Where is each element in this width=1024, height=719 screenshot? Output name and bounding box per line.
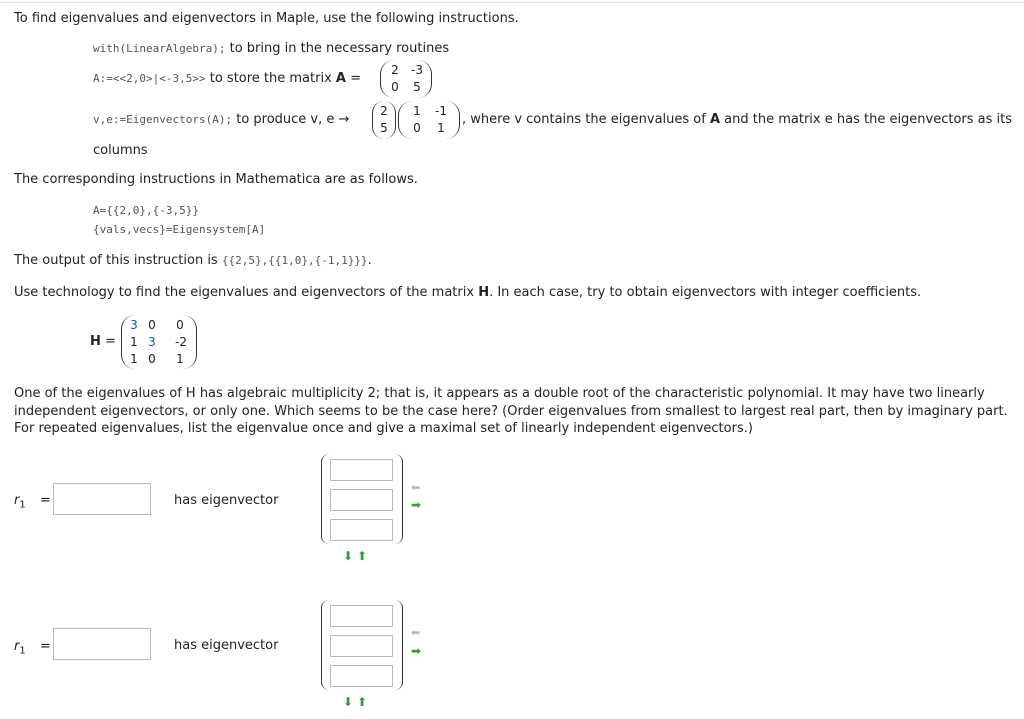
- add-row-arrow-icon[interactable]: ⬇: [343, 549, 354, 563]
- matrix-h-label: H: [90, 334, 101, 349]
- output-period: .: [367, 253, 372, 268]
- matrix-a-label-2: A: [709, 112, 721, 127]
- mathematica-code-2: {vals,vecs}=Eigensystem[A]: [93, 223, 266, 236]
- task-pre: Use technology to find the eigenvalues and eigenvectors of the matrix: [14, 285, 475, 300]
- eigenvalue-input-2[interactable]: [53, 628, 151, 660]
- output-code: {{2,5},{{1,0},{-1,1}}}: [221, 254, 368, 267]
- equals-sign: =: [105, 334, 116, 349]
- matrix-h-ref: H: [478, 285, 490, 300]
- eigenvalue-input-1[interactable]: [53, 483, 151, 515]
- matrix-cell: -1: [435, 104, 447, 118]
- remove-row-arrow-icon[interactable]: ⬆: [357, 549, 368, 563]
- add-column-arrow-icon[interactable]: ➡: [411, 498, 422, 512]
- top-divider: [0, 2, 1024, 3]
- vector-cell: 5: [380, 121, 388, 135]
- eigenvector-1-entry-2[interactable]: [330, 489, 393, 511]
- output-text: The output of this instruction is: [14, 253, 218, 268]
- equals-sign: =: [350, 71, 362, 86]
- matrix-cell: 1: [176, 352, 184, 366]
- eigenvector-1-entry-3[interactable]: [330, 519, 393, 541]
- matrix-cell: 0: [413, 121, 421, 135]
- has-eigenvector-text-2: has eigenvector: [174, 638, 279, 653]
- matrix-cell: -3: [411, 63, 423, 77]
- vector-v: [372, 101, 396, 139]
- matrix-cell: 3: [148, 335, 156, 349]
- r-subscript: 1: [19, 645, 26, 657]
- eigenvector-2-entry-1[interactable]: [330, 605, 393, 627]
- maple-text-1: to bring in the necessary routines: [229, 41, 450, 56]
- has-eigenvector-text-1: has eigenvector: [174, 493, 279, 508]
- mathematica-output: [14, 253, 372, 268]
- matrix-cell: 0: [176, 318, 184, 332]
- mathematica-code-1: A={{2,0},{-3,5}}: [93, 204, 199, 217]
- matrix-cell: 1: [413, 104, 421, 118]
- matrix-cell: 0: [148, 318, 156, 332]
- mathematica-heading: The corresponding instructions in Mathematica are as follows.: [14, 172, 418, 187]
- add-row-arrow-icon[interactable]: ⬇: [343, 695, 354, 709]
- maple-code-1: with(LinearAlgebra);: [93, 42, 226, 55]
- remove-column-arrow-icon[interactable]: ⬅: [411, 481, 421, 494]
- maple-line-3-cont: columns: [93, 143, 148, 158]
- equals-sign: =: [39, 639, 51, 654]
- eigenvalue-label-1: [14, 493, 51, 511]
- matrix-a-label: A: [335, 71, 346, 86]
- task-text: [14, 285, 921, 300]
- matrix-cell: 5: [413, 80, 421, 94]
- remove-column-arrow-icon[interactable]: ⬅: [411, 626, 421, 639]
- maple-line-3-after: [462, 112, 1012, 127]
- matrix-cell: 3: [130, 318, 138, 332]
- intro-text: To find eigenvalues and eigenvectors in Maple, use the following instructions.: [14, 11, 519, 26]
- vector-cell: 2: [380, 104, 388, 118]
- matrix-e: [398, 101, 460, 139]
- maple-line-2: [93, 71, 361, 86]
- maple-code-2: A:=<<2,0>|<-3,5>>: [93, 72, 206, 85]
- matrix-cell: 0: [148, 352, 156, 366]
- eigenvector-2-entry-2[interactable]: [330, 635, 393, 657]
- maple-line-3: [93, 112, 349, 127]
- maple-text-2: to store the matrix: [209, 71, 332, 86]
- r-symbol: r: [14, 493, 20, 508]
- maple-line-1: [93, 41, 449, 56]
- maple-text-3-post: and the matrix e has the eigenvectors as its: [724, 112, 1013, 127]
- matrix-cell: -2: [175, 335, 187, 349]
- eigenvector-1-entry-1[interactable]: [330, 459, 393, 481]
- add-column-arrow-icon[interactable]: ➡: [411, 644, 422, 658]
- equals-sign: =: [39, 493, 51, 508]
- eigenvalue-label-2: [14, 639, 51, 657]
- instructions-paragraph: One of the eigenvalues of H has algebraic multiplicity 2; that is, it appears as a double root of the characteristic polynomial. It may have two linearly independent eigenvectors, or only one. Which seems to be the case here? (Order eigenvalues from smallest to largest real part, then by imaginary part. For repeated eigenvalues, list the eigenvalue once and give a maximal set of linearly independent eigenvectors.): [14, 386, 1008, 436]
- matrix-a: [380, 60, 432, 98]
- remove-row-arrow-icon[interactable]: ⬆: [357, 695, 368, 709]
- matrix-cell: 2: [391, 63, 399, 77]
- eigenvector-2-entry-3[interactable]: [330, 665, 393, 687]
- maple-text-3-after: , where v contains the eigenvalues of: [462, 112, 706, 127]
- matrix-cell: 0: [391, 80, 399, 94]
- matrix-cell: 1: [130, 352, 138, 366]
- matrix-cell: 1: [437, 121, 445, 135]
- r-subscript: 1: [19, 499, 26, 511]
- maple-code-3: v,e:=Eigenvectors(A);: [93, 113, 233, 126]
- maple-text-3: to produce v, e →: [236, 112, 350, 127]
- r-symbol: r: [14, 639, 20, 654]
- matrix-h-label-line: [90, 334, 116, 349]
- matrix-cell: 1: [130, 335, 138, 349]
- matrix-h: [121, 315, 197, 369]
- task-post: . In each case, try to obtain eigenvectors with integer coefficients.: [489, 285, 922, 300]
